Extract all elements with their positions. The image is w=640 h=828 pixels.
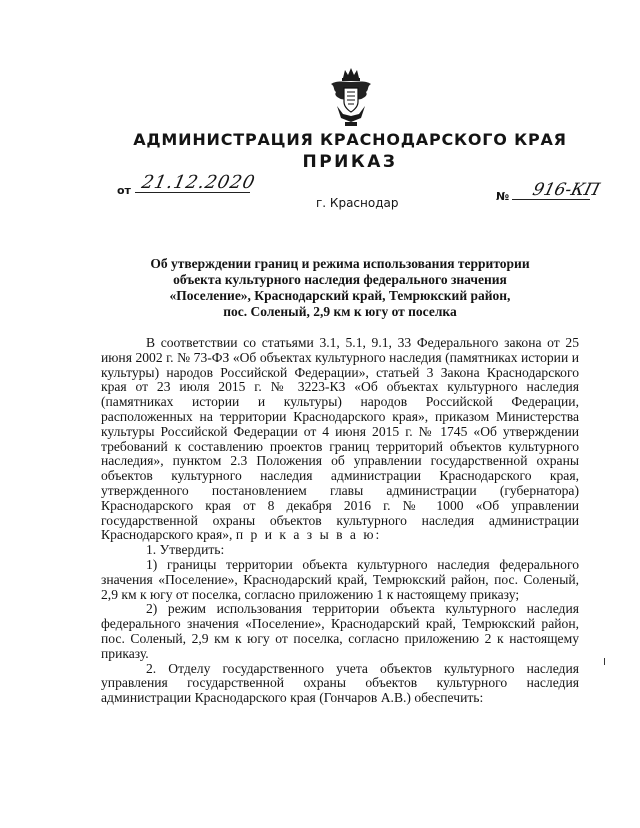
item-1-2: 2) режим использования территории объекта культурного наследия федерального значения «Поселение», Краснодарский край, Темрюкский район, пос. Соленый, 2,9 км к югу от поселка, согласно приложению 2 к настоящему приказу. xyxy=(101,601,579,661)
item-2: 2. Отделу государственного учета объектов культурного наследия управления государственной охраны объектов культурного наследия администрации Краснодарского края (Гончаров А.В.) обеспечить: xyxy=(101,660,579,706)
item-1-1: 1) границы территории объекта культурного наследия федерального значения «Поселение», Краснодарский край, Темрюкский район, пос. Соленый, 2,9 км к югу от поселка, согласно приложению 1 к настоящему приказу; xyxy=(101,556,579,602)
title-line: пос. Соленый, 2,9 км к югу от поселка xyxy=(223,304,457,319)
number-label: № xyxy=(496,190,510,203)
margin-mark xyxy=(604,658,605,665)
preamble-paragraph xyxy=(101,336,579,543)
title-line: Об утверждении границ и режима использования территории xyxy=(150,256,530,271)
date-label: от xyxy=(117,184,131,197)
document-type: ПРИКАЗ xyxy=(302,152,398,172)
handwritten-number: 916-КП xyxy=(530,180,602,200)
order-word: п р и к а з ы в а ю: xyxy=(235,527,382,543)
agency-name: АДМИНИСТРАЦИЯ КРАСНОДАРСКОГО КРАЯ xyxy=(133,130,567,149)
city-label: г. Краснодар xyxy=(316,196,399,210)
item-1: 1. Утвердить: xyxy=(146,542,225,558)
document-body xyxy=(101,336,579,706)
document-title xyxy=(130,256,550,320)
title-line: «Поселение», Краснодарский край, Темрюкский район, xyxy=(169,288,511,303)
coat-of-arms-emblem-icon xyxy=(327,66,375,128)
preamble-text: В соответствии со статьями 3.1, 5.1, 9.1, 33 Федерального закона от 25 июня 2002 г. № 73-ФЗ «Об объектах культурного наследия (памятниках истории и культуры) народов Российской Федерации», статьей 3 Закона Краснодарского края от 23 июля 2015 г. № 3223-КЗ «Об объектах культурного наследия (памятниках истории и культуры) народов Российской Федерации, расположенных на территории Краснодарского края», приказом Министерства культуры Российской Федерации от 4 июня 2015 г. № 1745 «Об утверждении требований к составлению проектов границ территорий объектов культурного наследия», пунктом 2.3 Положения об управлении государственной охраны объектов культурного наследия администрации Краснодарского края, утвержденного постановлением главы администрации (губернатора) Краснодарского края от 8 декабря 2016 г. № 1000 «Об управлении государственной охраны объектов культурного наследия администрации Краснодарского края», xyxy=(101,335,579,543)
title-line: объекта культурного наследия федерального значения xyxy=(173,272,507,287)
handwritten-date: 21.12.2020 xyxy=(139,172,258,193)
